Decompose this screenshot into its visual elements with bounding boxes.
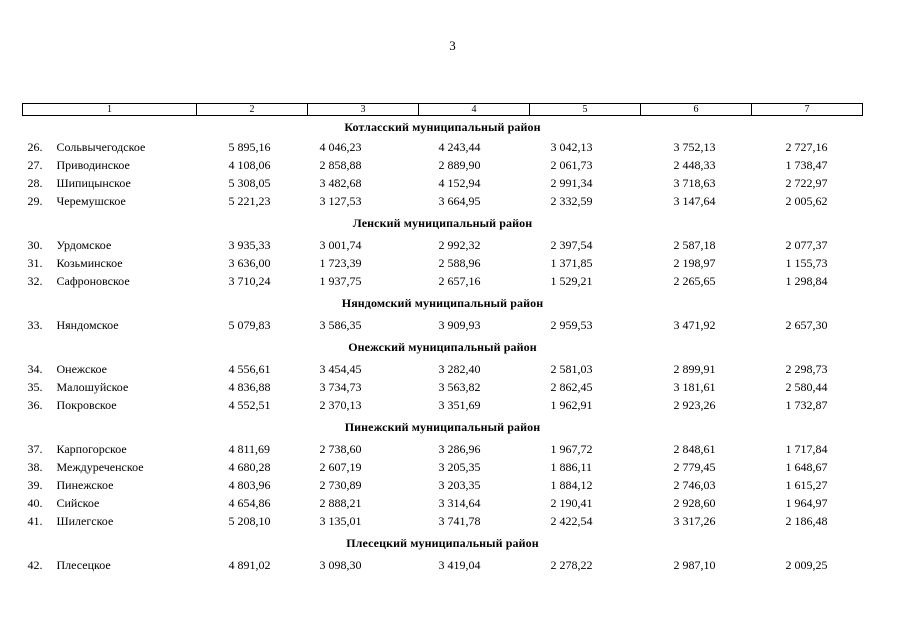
row-number: 39.: [27, 478, 43, 492]
settlement-name: Плесецкое: [56, 558, 111, 572]
settlement-cell: [23, 138, 197, 156]
settlement-name: Козьминское: [56, 256, 123, 270]
value-cell: 2 899,91: [673, 362, 716, 376]
row-number: 29.: [27, 194, 43, 208]
settlement-name: Няндомское: [56, 318, 119, 332]
value-cell: 2 061,73: [550, 158, 593, 172]
value-cell: 2 888,21: [319, 496, 362, 510]
value-cell: 2 587,18: [673, 238, 716, 252]
value-cell: 3 563,82: [438, 380, 481, 394]
settlement-name: Онежское: [56, 362, 108, 376]
district-header-row: [23, 290, 863, 316]
settlement-cell: [23, 316, 197, 334]
district-header-row: [23, 414, 863, 440]
settlement-cell: [23, 378, 197, 396]
district-header-row: [23, 334, 863, 360]
value-cell: 2 987,10: [673, 558, 716, 572]
value-cell: 3 710,24: [228, 274, 271, 288]
column-header: 5: [530, 104, 641, 116]
value-cell: 1 371,85: [550, 256, 593, 270]
value-cell: 1 738,47: [785, 158, 828, 172]
settlement-cell: [23, 156, 197, 174]
value-cell: 4 836,88: [228, 380, 271, 394]
value-cell: 1 615,27: [785, 478, 828, 492]
value-cell: 2 738,60: [319, 442, 362, 456]
value-cell: 4 108,06: [228, 158, 271, 172]
settlement-cell: [23, 174, 197, 192]
district-title: Няндомский муниципальный район: [341, 296, 544, 310]
value-cell: 4 891,02: [228, 558, 271, 572]
value-cell: 2 370,13: [319, 398, 362, 412]
value-cell: 2 332,59: [550, 194, 593, 208]
value-cell: 3 042,13: [550, 140, 593, 154]
value-cell: 2 991,34: [550, 176, 593, 190]
settlement-name: Урдомское: [56, 238, 112, 252]
table-row: [23, 138, 863, 156]
value-cell: 3 147,64: [673, 194, 716, 208]
value-cell: 5 208,10: [228, 514, 271, 528]
value-cell: 2 581,03: [550, 362, 593, 376]
value-cell: 2 397,54: [550, 238, 593, 252]
value-cell: 1 648,67: [785, 460, 828, 474]
row-number: 37.: [27, 442, 43, 456]
value-cell: 2 580,44: [785, 380, 828, 394]
district-header-row: [23, 530, 863, 556]
column-header: 1: [23, 104, 197, 116]
value-cell: 1 967,72: [550, 442, 593, 456]
district-header-row: [23, 116, 863, 139]
value-cell: 3 286,96: [438, 442, 481, 456]
row-number: 40.: [27, 496, 43, 510]
table-row: [23, 556, 863, 574]
table-row: [23, 396, 863, 414]
value-cell: 2 005,62: [785, 194, 828, 208]
value-cell: 1 884,12: [550, 478, 593, 492]
tariff-table: [22, 103, 863, 574]
row-number: 34.: [27, 362, 43, 376]
value-cell: 3 741,78: [438, 514, 481, 528]
table-body: [23, 116, 863, 575]
settlement-name: Покровское: [56, 398, 117, 412]
table-row: [23, 512, 863, 530]
value-cell: 4 552,51: [228, 398, 271, 412]
value-cell: 2 862,45: [550, 380, 593, 394]
settlement-cell: [23, 458, 197, 476]
column-header: 3: [308, 104, 419, 116]
value-cell: 5 079,83: [228, 318, 271, 332]
settlement-name: Шипицынское: [56, 176, 131, 190]
value-cell: 2 858,88: [319, 158, 362, 172]
value-cell: 2 722,97: [785, 176, 828, 190]
settlement-name: Сафроновское: [56, 274, 130, 288]
table-row: [23, 156, 863, 174]
value-cell: 4 243,44: [438, 140, 481, 154]
column-header: 2: [197, 104, 308, 116]
value-cell: 4 556,61: [228, 362, 271, 376]
value-cell: 2 923,26: [673, 398, 716, 412]
value-cell: 2 889,90: [438, 158, 481, 172]
settlement-name: Приводинское: [56, 158, 130, 172]
row-number: 38.: [27, 460, 43, 474]
value-cell: 3 203,35: [438, 478, 481, 492]
column-header: 7: [752, 104, 863, 116]
value-cell: 2 992,32: [438, 238, 481, 252]
value-cell: 4 803,96: [228, 478, 271, 492]
value-cell: 5 221,23: [228, 194, 271, 208]
value-cell: 2 959,53: [550, 318, 593, 332]
table-row: [23, 316, 863, 334]
value-cell: 4 654,86: [228, 496, 271, 510]
settlement-cell: [23, 254, 197, 272]
value-cell: 1 529,21: [550, 274, 593, 288]
column-header: 6: [641, 104, 752, 116]
settlement-cell: [23, 272, 197, 290]
value-cell: 2 009,25: [785, 558, 828, 572]
settlement-cell: [23, 494, 197, 512]
value-cell: 2 779,45: [673, 460, 716, 474]
settlement-name: Шилегское: [56, 514, 114, 528]
value-cell: 2 198,97: [673, 256, 716, 270]
table-row: [23, 192, 863, 210]
settlement-cell: [23, 360, 197, 378]
table-row: [23, 174, 863, 192]
column-number-row: [23, 104, 863, 116]
value-cell: 2 278,22: [550, 558, 593, 572]
value-cell: 1 937,75: [319, 274, 362, 288]
value-cell: 3 636,00: [228, 256, 271, 270]
row-number: 31.: [27, 256, 43, 270]
value-cell: 3 098,30: [319, 558, 362, 572]
settlement-cell: [23, 512, 197, 530]
value-cell: 3 482,68: [319, 176, 362, 190]
value-cell: 1 732,87: [785, 398, 828, 412]
value-cell: 3 419,04: [438, 558, 481, 572]
district-title: Плесецкий муниципальный район: [346, 536, 539, 550]
value-cell: 3 752,13: [673, 140, 716, 154]
table-row: [23, 378, 863, 396]
value-cell: 2 730,89: [319, 478, 362, 492]
row-number: 36.: [27, 398, 43, 412]
settlement-name: Пинежское: [56, 478, 114, 492]
settlement-name: Черемушское: [56, 194, 126, 208]
settlement-name: Сольвычегодское: [56, 140, 146, 154]
row-number: 32.: [27, 274, 43, 288]
value-cell: 3 127,53: [319, 194, 362, 208]
value-cell: 5 308,05: [228, 176, 271, 190]
row-number: 30.: [27, 238, 43, 252]
row-number: 26.: [27, 140, 43, 154]
row-number: 28.: [27, 176, 43, 190]
value-cell: 3 935,33: [228, 238, 271, 252]
page-number: 3: [449, 38, 456, 53]
district-title: Котласский муниципальный район: [344, 120, 541, 134]
value-cell: 2 657,30: [785, 318, 828, 332]
row-number: 42.: [27, 558, 43, 572]
row-number: 35.: [27, 380, 43, 394]
row-number: 33.: [27, 318, 43, 332]
value-cell: 3 471,92: [673, 318, 716, 332]
value-cell: 1 723,39: [319, 256, 362, 270]
settlement-cell: [23, 476, 197, 494]
settlement-cell: [23, 440, 197, 458]
row-number: 41.: [27, 514, 43, 528]
settlement-cell: [23, 192, 197, 210]
value-cell: 3 317,26: [673, 514, 716, 528]
value-cell: 2 657,16: [438, 274, 481, 288]
value-cell: 2 448,33: [673, 158, 716, 172]
settlement-cell: [23, 236, 197, 254]
column-header: 4: [419, 104, 530, 116]
settlement-name: Междуреченское: [56, 460, 144, 474]
value-cell: 2 298,73: [785, 362, 828, 376]
value-cell: 4 152,94: [438, 176, 481, 190]
value-cell: 1 964,97: [785, 496, 828, 510]
value-cell: 3 181,61: [673, 380, 716, 394]
value-cell: 2 077,37: [785, 238, 828, 252]
value-cell: 2 727,16: [785, 140, 828, 154]
district-title: Ленский муниципальный район: [352, 216, 533, 230]
value-cell: 3 734,73: [319, 380, 362, 394]
value-cell: 3 135,01: [319, 514, 362, 528]
value-cell: 2 186,48: [785, 514, 828, 528]
value-cell: 5 895,16: [228, 140, 271, 154]
value-cell: 2 190,41: [550, 496, 593, 510]
value-cell: 4 680,28: [228, 460, 271, 474]
value-cell: 1 298,84: [785, 274, 828, 288]
settlement-cell: [23, 396, 197, 414]
district-header-row: [23, 210, 863, 236]
table-row: [23, 458, 863, 476]
value-cell: 1 886,11: [550, 460, 593, 474]
row-number: 27.: [27, 158, 43, 172]
value-cell: 3 314,64: [438, 496, 481, 510]
settlement-name: Сийское: [56, 496, 100, 510]
value-cell: 2 422,54: [550, 514, 593, 528]
value-cell: 1 155,73: [785, 256, 828, 270]
value-cell: 1 962,91: [550, 398, 593, 412]
value-cell: 4 811,69: [228, 442, 271, 456]
table-row: [23, 254, 863, 272]
value-cell: 3 664,95: [438, 194, 481, 208]
settlement-name: Малошуйское: [56, 380, 129, 394]
value-cell: 3 454,45: [319, 362, 362, 376]
value-cell: 3 282,40: [438, 362, 481, 376]
table-row: [23, 272, 863, 290]
table-row: [23, 476, 863, 494]
district-title: Пинежский муниципальный район: [344, 420, 541, 434]
table-row: [23, 236, 863, 254]
value-cell: 3 351,69: [438, 398, 481, 412]
district-title: Онежский муниципальный район: [348, 340, 537, 354]
settlement-name: Карпогорское: [56, 442, 127, 456]
value-cell: 2 848,61: [673, 442, 716, 456]
value-cell: 3 909,93: [438, 318, 481, 332]
value-cell: 3 586,35: [319, 318, 362, 332]
value-cell: 2 607,19: [319, 460, 362, 474]
value-cell: 3 718,63: [673, 176, 716, 190]
value-cell: 2 265,65: [673, 274, 716, 288]
value-cell: 3 205,35: [438, 460, 481, 474]
table-row: [23, 360, 863, 378]
value-cell: 4 046,23: [319, 140, 362, 154]
table-row: [23, 440, 863, 458]
value-cell: 3 001,74: [319, 238, 362, 252]
settlement-cell: [23, 556, 197, 574]
table-row: [23, 494, 863, 512]
value-cell: 2 746,03: [673, 478, 716, 492]
value-cell: 1 717,84: [785, 442, 828, 456]
value-cell: 2 928,60: [673, 496, 716, 510]
value-cell: 2 588,96: [438, 256, 481, 270]
